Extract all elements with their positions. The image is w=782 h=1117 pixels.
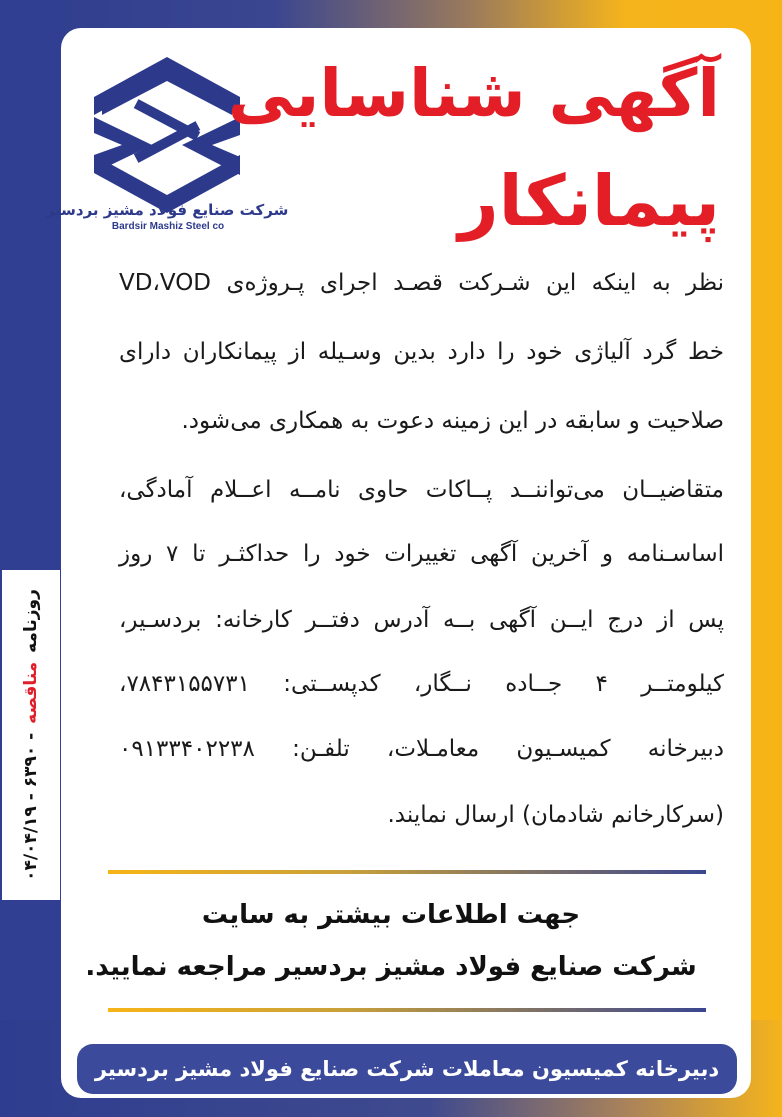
newspaper-brand: مناقصه bbox=[21, 661, 41, 724]
left-band bbox=[0, 0, 62, 1117]
side-strip bbox=[2, 570, 60, 900]
ad-title-line2: پیمانکار bbox=[458, 160, 720, 242]
body-line: خط گرد آلیاژی خود را دارد بدین وسـیله از پیمانکاران دارای bbox=[119, 339, 724, 365]
logo-name-en: Bardsir Mashiz Steel co bbox=[111, 221, 225, 232]
logo-name-fa: شرکت صنایع فولاد مشیز بردسیر bbox=[45, 201, 289, 219]
divider-bottom bbox=[108, 1008, 706, 1012]
right-band bbox=[750, 0, 782, 1117]
body-line: دبیرخانه کمیسـیون معامـلات، تلفـن: ۰۹۱۳۳۴۰۲۲۳۸ bbox=[119, 736, 724, 762]
body-line: پس از درج ایــن آگهی بــه آدرس دفتــر کارخانه: بردسـیر، bbox=[119, 607, 724, 633]
body-line: نظر به اینکه این شـرکت قصـد اجرای پـروژه‌ی VD،VOD bbox=[119, 270, 724, 296]
body-line: اساسـنامه و آخرین آگهی تغییرات خود را حداکثـر تا ۷ روز bbox=[119, 541, 724, 567]
body-line: (سرکارخانم شادمان) ارسال نمایند. bbox=[387, 802, 724, 828]
divider-top bbox=[108, 870, 706, 874]
newspaper-credit bbox=[21, 589, 41, 881]
body-line: کیلومتــر ۴ جــاده نــگار، کدپســتی: ۷۸۴۳۱۵۵۷۳۱، bbox=[119, 671, 725, 697]
secretariat-bar: دبیرخانه کمیسیون معاملات شرکت صنایع فولاد مشیز بردسیر bbox=[77, 1044, 737, 1094]
newspaper-prefix: روزنامه bbox=[21, 589, 41, 653]
company-logo-icon bbox=[45, 55, 289, 240]
ad-title-line1: آگهی شناسایی bbox=[227, 55, 720, 132]
issue-date: - ۶۳۹۰ - ۰۴/۰۴/۱۹ bbox=[21, 732, 41, 881]
body-line: متقاضیــان می‌تواننــد پــاکات حاوی نامــه اعــلام آمادگی، bbox=[119, 477, 724, 503]
body-line: صلاحیت و سابقه در این زمینه دعوت به همکاری می‌شود. bbox=[181, 408, 724, 434]
footer-line2: شرکت صنایع فولاد مشیز بردسیر مراجعه نمایید. bbox=[85, 952, 697, 982]
footer-line1: جهت اطلاعات بیشتر به سایت bbox=[201, 900, 581, 930]
